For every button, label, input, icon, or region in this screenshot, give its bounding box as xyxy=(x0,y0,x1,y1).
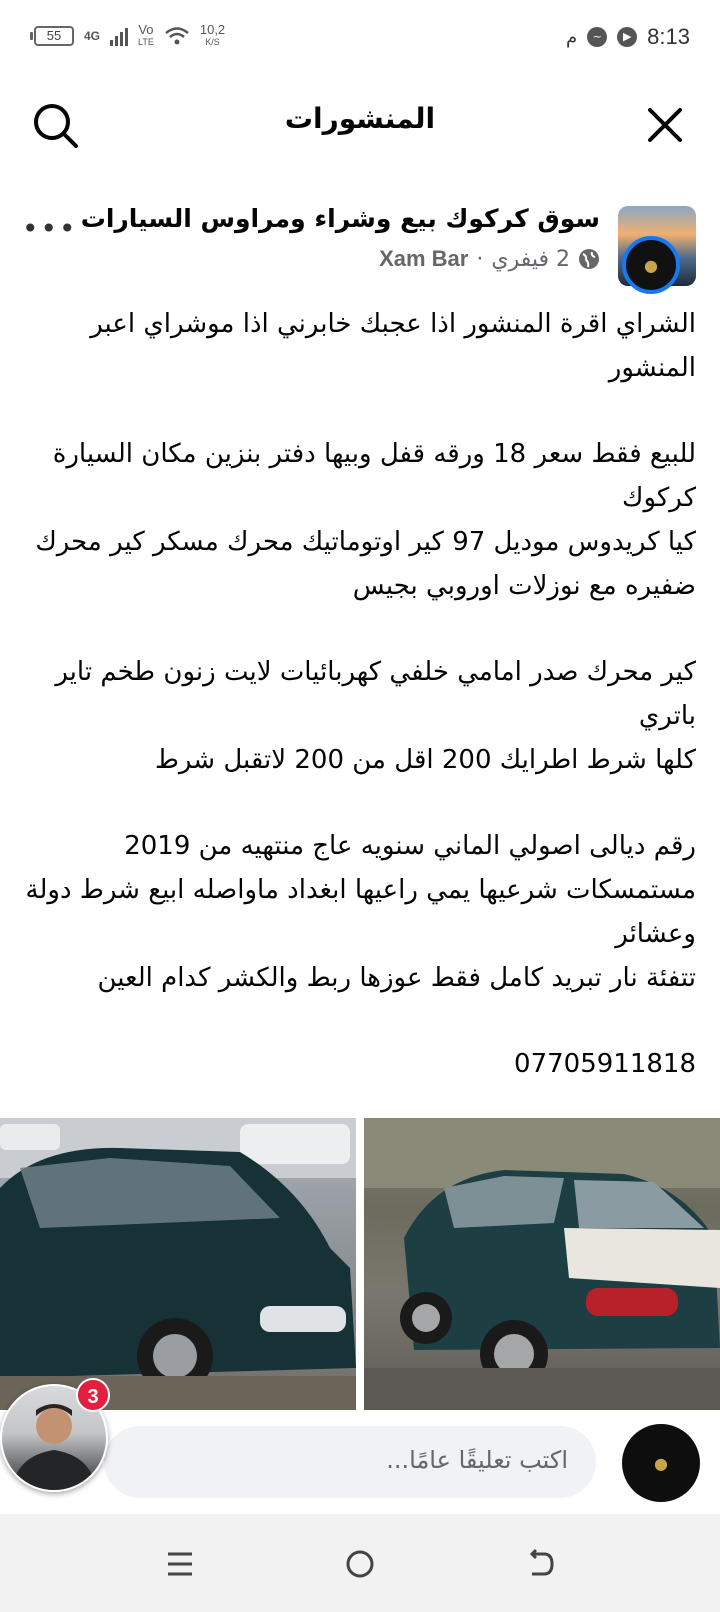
battery-level: 55 xyxy=(46,28,62,43)
car-photo-left[interactable] xyxy=(0,1118,356,1410)
status-ampm: م xyxy=(566,26,578,48)
car-image xyxy=(0,1118,356,1410)
network-type: 4G xyxy=(84,29,101,43)
car-photo-right[interactable] xyxy=(364,1118,720,1410)
post-spacer xyxy=(24,782,696,824)
phone-number[interactable]: 07705911818 xyxy=(514,1049,696,1079)
volte-indicator: Vo LTE xyxy=(138,22,154,47)
post-line: للبيع فقط سعر 18 ورقه قفل وبيها دفتر بنزين مكان السيارة كركوك xyxy=(52,439,696,513)
home-icon[interactable] xyxy=(340,1544,380,1584)
post-photos xyxy=(0,1118,720,1410)
back-icon[interactable] xyxy=(520,1544,560,1584)
status-bar xyxy=(0,0,720,82)
commenter-avatar[interactable] xyxy=(622,1424,700,1502)
author-avatar[interactable] xyxy=(622,236,680,294)
messenger-notification-icon: ~ xyxy=(587,27,607,47)
post-header xyxy=(0,190,720,302)
net-speed: 10,2 K/S xyxy=(199,22,226,47)
post-line: تتفئة نار تبريد كامل فقط عوزها ربط والكشر كدام العين xyxy=(97,963,696,993)
signal-icon xyxy=(110,26,128,46)
post-text xyxy=(24,302,696,1086)
battery-icon xyxy=(34,26,74,46)
post-spacer xyxy=(24,390,696,432)
meta-separator: · xyxy=(476,246,484,272)
group-name[interactable]: سوق كركوك بيع وشراء ومراوس السيارات xyxy=(80,204,600,233)
post-line: كيا كريدوس موديل 97 كير اوتوماتيك محرك مسكر كير محرك ضفيره مع نوزلات اوروبي بجيس xyxy=(35,527,696,601)
globe-icon xyxy=(578,248,600,270)
apple-logo-icon: ● xyxy=(654,1453,668,1473)
post-date[interactable]: 2 فيفري xyxy=(491,246,570,272)
recent-apps-icon[interactable] xyxy=(160,1544,200,1584)
status-time: 8:13 xyxy=(647,24,690,49)
system-nav-bar xyxy=(0,1514,720,1612)
close-icon[interactable] xyxy=(640,100,690,150)
car-image xyxy=(364,1118,720,1410)
comment-placeholder: اكتب تعليقًا عامًا... xyxy=(386,1446,568,1474)
chat-unread-badge: 3 xyxy=(76,1378,110,1412)
status-right xyxy=(566,24,690,50)
post-spacer xyxy=(24,1000,696,1042)
messenger-chat-head[interactable] xyxy=(0,1378,110,1498)
comment-input[interactable] xyxy=(104,1426,596,1498)
post-line: كلها شرط اطرايك 200 اقل من 200 لاتقبل شرط xyxy=(154,745,696,775)
page-title: المنشورات xyxy=(284,102,436,135)
post-line: كير محرك صدر امامي خلفي كهربائيات لايت زنون طخم تاير باتري xyxy=(55,657,696,731)
apple-logo-icon: ● xyxy=(644,255,658,275)
post-spacer xyxy=(24,608,696,650)
media-notification-icon: ▶ xyxy=(617,27,637,47)
post-author[interactable]: Xam Bar xyxy=(379,246,469,271)
post-line: رقم ديالى اصولي الماني سنويه عاج منتهيه من 2019 مستمسكات شرعيها يمي راعيها ابغداد ماواصله ابيع شرط دولة وعشائر xyxy=(25,831,696,949)
status-left xyxy=(34,24,225,48)
post-line: الشراي اقرة المنشور اذا عجبك خابرني اذا موشراي اعبر المنشور xyxy=(90,309,696,383)
wifi-icon xyxy=(164,26,190,46)
more-options-button[interactable]: ••• xyxy=(22,212,78,245)
post-meta xyxy=(379,246,600,272)
app-header xyxy=(0,82,720,166)
